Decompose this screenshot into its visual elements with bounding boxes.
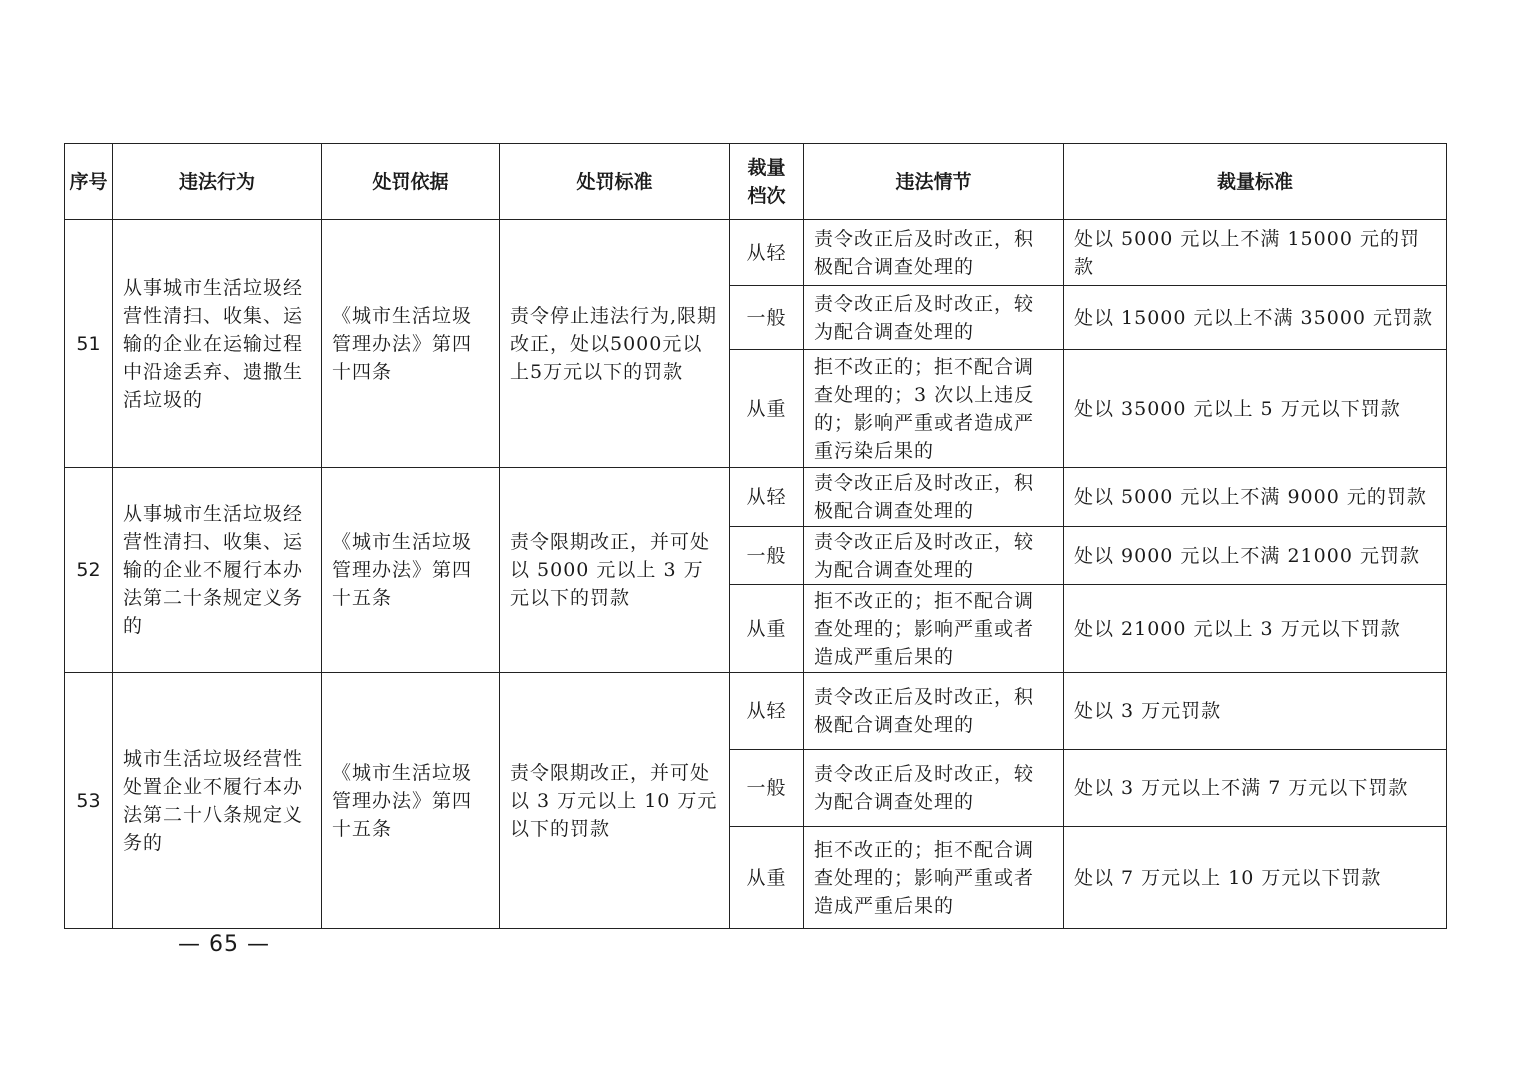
circumstance-cell: 责令改正后及时改正，较为配合调查处理的 bbox=[804, 750, 1064, 827]
violation-cell: 从事城市生活垃圾经营性清扫、收集、运输的企业在运输过程中沿途丢弃、遗撒生活垃圾的 bbox=[113, 220, 322, 468]
basis-cell: 《城市生活垃圾管理办法》第四十五条 bbox=[322, 673, 500, 929]
level-cell: 从重 bbox=[730, 585, 804, 673]
level-cell: 从轻 bbox=[730, 673, 804, 750]
header-level: 裁量档次 bbox=[730, 144, 804, 220]
circumstance-cell: 责令改正后及时改正，积极配合调查处理的 bbox=[804, 468, 1064, 527]
level-cell: 一般 bbox=[730, 286, 804, 350]
circumstance-cell: 责令改正后及时改正，较为配合调查处理的 bbox=[804, 527, 1064, 585]
circumstance-cell: 拒不改正的；拒不配合调查处理的；3 次以上违反的；影响严重或者造成严重污染后果的 bbox=[804, 350, 1064, 468]
standard-cell: 处以 5000 元以上不满 9000 元的罚款 bbox=[1064, 468, 1447, 527]
penalty-cell: 责令限期改正，并可处以 5000 元以上 3 万元以下的罚款 bbox=[500, 468, 730, 673]
standard-cell: 处以 3 万元以上不满 7 万元以下罚款 bbox=[1064, 750, 1447, 827]
level-cell: 一般 bbox=[730, 527, 804, 585]
violation-cell: 城市生活垃圾经营性处置企业不履行本办法第二十八条规定义务的 bbox=[113, 673, 322, 929]
table-header-row bbox=[65, 144, 1447, 220]
standard-cell: 处以 21000 元以上 3 万元以下罚款 bbox=[1064, 585, 1447, 673]
circumstance-cell: 责令改正后及时改正，积极配合调查处理的 bbox=[804, 673, 1064, 750]
table-row bbox=[65, 220, 1447, 286]
row-index: 52 bbox=[65, 468, 113, 673]
circumstance-cell: 拒不改正的；拒不配合调查处理的；影响严重或者造成严重后果的 bbox=[804, 827, 1064, 929]
violation-cell: 从事城市生活垃圾经营性清扫、收集、运输的企业不履行本办法第二十条规定义务的 bbox=[113, 468, 322, 673]
row-index: 53 bbox=[65, 673, 113, 929]
penalty-table-container bbox=[64, 143, 1446, 929]
level-cell: 从轻 bbox=[730, 220, 804, 286]
header-circumstance: 违法情节 bbox=[804, 144, 1064, 220]
standard-cell: 处以 35000 元以上 5 万元以下罚款 bbox=[1064, 350, 1447, 468]
table-row bbox=[65, 468, 1447, 527]
level-cell: 从重 bbox=[730, 350, 804, 468]
page-number: — 65 — bbox=[178, 932, 270, 957]
circumstance-cell: 拒不改正的；拒不配合调查处理的；影响严重或者造成严重后果的 bbox=[804, 585, 1064, 673]
circumstance-cell: 责令改正后及时改正，较为配合调查处理的 bbox=[804, 286, 1064, 350]
standard-cell: 处以 9000 元以上不满 21000 元罚款 bbox=[1064, 527, 1447, 585]
standard-cell: 处以 5000 元以上不满 15000 元的罚款 bbox=[1064, 220, 1447, 286]
header-index: 序号 bbox=[65, 144, 113, 220]
level-cell: 从重 bbox=[730, 827, 804, 929]
level-cell: 从轻 bbox=[730, 468, 804, 527]
level-cell: 一般 bbox=[730, 750, 804, 827]
penalty-cell: 责令停止违法行为,限期改正，处以5000元以上5万元以下的罚款 bbox=[500, 220, 730, 468]
standard-cell: 处以 3 万元罚款 bbox=[1064, 673, 1447, 750]
table-row bbox=[65, 673, 1447, 750]
basis-cell: 《城市生活垃圾管理办法》第四十四条 bbox=[322, 220, 500, 468]
discretion-standard-table bbox=[64, 143, 1447, 929]
header-basis: 处罚依据 bbox=[322, 144, 500, 220]
header-penalty: 处罚标准 bbox=[500, 144, 730, 220]
standard-cell: 处以 15000 元以上不满 35000 元罚款 bbox=[1064, 286, 1447, 350]
penalty-cell: 责令限期改正，并可处以 3 万元以上 10 万元以下的罚款 bbox=[500, 673, 730, 929]
standard-cell: 处以 7 万元以上 10 万元以下罚款 bbox=[1064, 827, 1447, 929]
header-violation: 违法行为 bbox=[113, 144, 322, 220]
circumstance-cell: 责令改正后及时改正，积极配合调查处理的 bbox=[804, 220, 1064, 286]
header-standard: 裁量标准 bbox=[1064, 144, 1447, 220]
row-index: 51 bbox=[65, 220, 113, 468]
basis-cell: 《城市生活垃圾管理办法》第四十五条 bbox=[322, 468, 500, 673]
